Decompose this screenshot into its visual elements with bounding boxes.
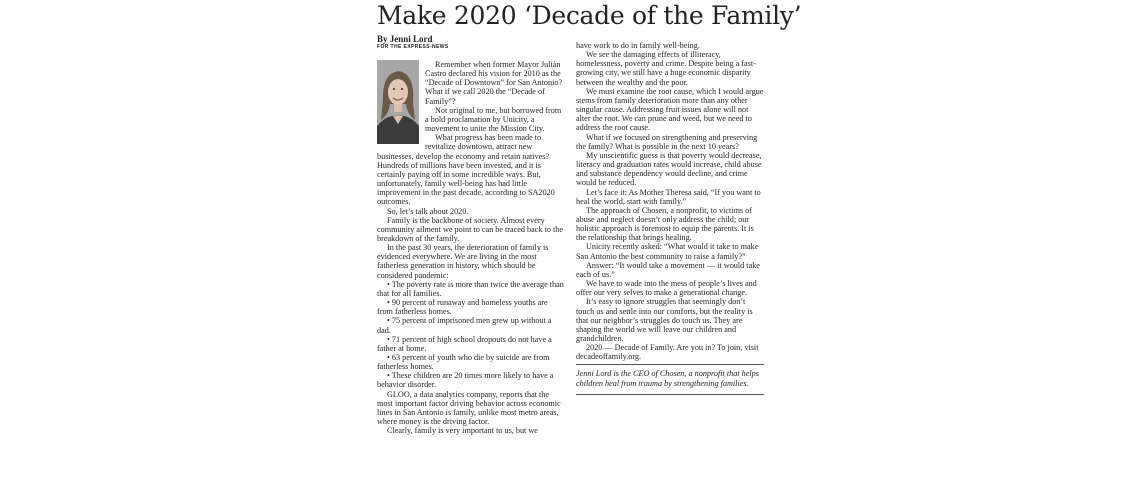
bullet-item: • 63 percent of youth who die by suicide are from fatherless homes. xyxy=(377,353,550,372)
paragraph: GLOO, a data analytics company, reports that the most important factor driving behavior across economic lines in San Antonio is family, unlike most metro areas, where money is the driving factor. xyxy=(377,389,561,427)
paragraph: What progress has been made to revitalize downtown, attract new businesses, develop the economy and retain natives? Hundreds of millions have been invested, and it is certainly paying off in some incredible ways. But, unfortunately, family well-being has had little improvement in the past decade, according to SA2020 outcomes. xyxy=(377,133,555,207)
paragraph: have work to do in family well-being. xyxy=(576,41,700,50)
paragraph: Remember when former Mayor Julián Castro declared his vision for 2010 as the “Decade of Downtown” for San Antonio? What if we call 2020 the “Decade of Family”? xyxy=(425,60,563,106)
byline: By Jenni Lord xyxy=(377,34,433,44)
paragraph: Let’s face it: As Mother Theresa said, “If you want to heal the world, start with family.” xyxy=(576,187,761,206)
article-column-2 xyxy=(576,41,764,395)
paragraph: The approach of Chosen, a nonprofit, to victims of abuse and neglect doesn’t only address the child; our holistic approach is foremost to equip the parents. It is the relationship that brings healing. xyxy=(576,205,754,243)
bullet-item: • These children are 20 times more likely to have a behavior disorder. xyxy=(377,371,554,390)
bio-divider xyxy=(576,364,764,365)
author-bio: Jenni Lord is the CEO of Chosen, a nonprofit that helps children heal from trauma by strengthening families. xyxy=(576,369,759,388)
paragraph: Answer: “It would take a movement — it would take each of us.” xyxy=(576,260,760,279)
paragraph: We see the damaging effects of illiteracy, homelessness, poverty and crime. Despite being a fast-growing city, we still have a huge economic disparity between the wealthy and the poor. xyxy=(576,50,756,87)
paragraph: Unicity recently asked: “What would it take to make San Antonio the best community to raise a family?” xyxy=(576,242,759,261)
paragraph: Not original to me, but borrowed from a bold proclamation by Unicity, a movement to unite the Mission City. xyxy=(425,105,562,134)
article-page xyxy=(377,0,802,480)
paragraph: We must examine the root cause, which I would argue stems from family deterioration more than any other singular cause. Addressing fruit issues alone will not alter the root. We can prune and weed, but we need to address the root cause. xyxy=(576,86,764,133)
paragraph: My unscientific guess is that poverty would decrease, literacy and graduation rates would increase, child abuse and substance dependency would decline, and crime would be reduced. xyxy=(576,150,762,188)
bullet-item: • 75 percent of imprisoned men grew up without a dad. xyxy=(377,316,552,335)
paragraph: We have to wade into the mess of people’s lives and offer our very selves to make a generational change. xyxy=(576,279,757,298)
paragraph: Clearly, family is very important to us, but we xyxy=(387,426,538,436)
paragraph: So, let’s talk about 2020. xyxy=(387,206,469,216)
article-column-1 xyxy=(377,60,565,435)
paragraph: What if we focused on strengthening and preserving the family? What is possible in the next 10 years? xyxy=(576,132,758,151)
publication-credit: FOR THE EXPRESS-NEWS xyxy=(377,44,449,50)
headline: Make 2020 ‘Decade of the Family’ xyxy=(377,1,802,30)
bullet-item: • 71 percent of high school dropouts do not have a father at home. xyxy=(377,334,552,353)
author-photo xyxy=(377,60,419,144)
bottom-divider xyxy=(576,394,764,395)
paragraph: It’s easy to ignore struggles that seemingly don’t touch us and settle into our comforts, but the reality is that our neighbor’s struggles do touch us. They are shaping the world we will leave our children and grandchildren. xyxy=(576,297,753,343)
paragraph: Family is the backbone of society. Almost every community ailment we point to can be traced back to the breakdown of the family. xyxy=(377,215,563,243)
paragraph: 2020 — Decade of Family. Are you in? To join, visit decadeoffamily.org. xyxy=(576,343,759,362)
bullet-item: • The poverty rate is more than twice the average than that for all families. xyxy=(377,279,564,298)
bullet-item: • 90 percent of runaway and homeless youths are from fatherless homes. xyxy=(377,298,548,317)
paragraph: In the past 30 years, the deterioration of family is evidenced everywhere. We are living in the most fatherless generation in history, which should be considered pandemic: xyxy=(377,243,549,280)
